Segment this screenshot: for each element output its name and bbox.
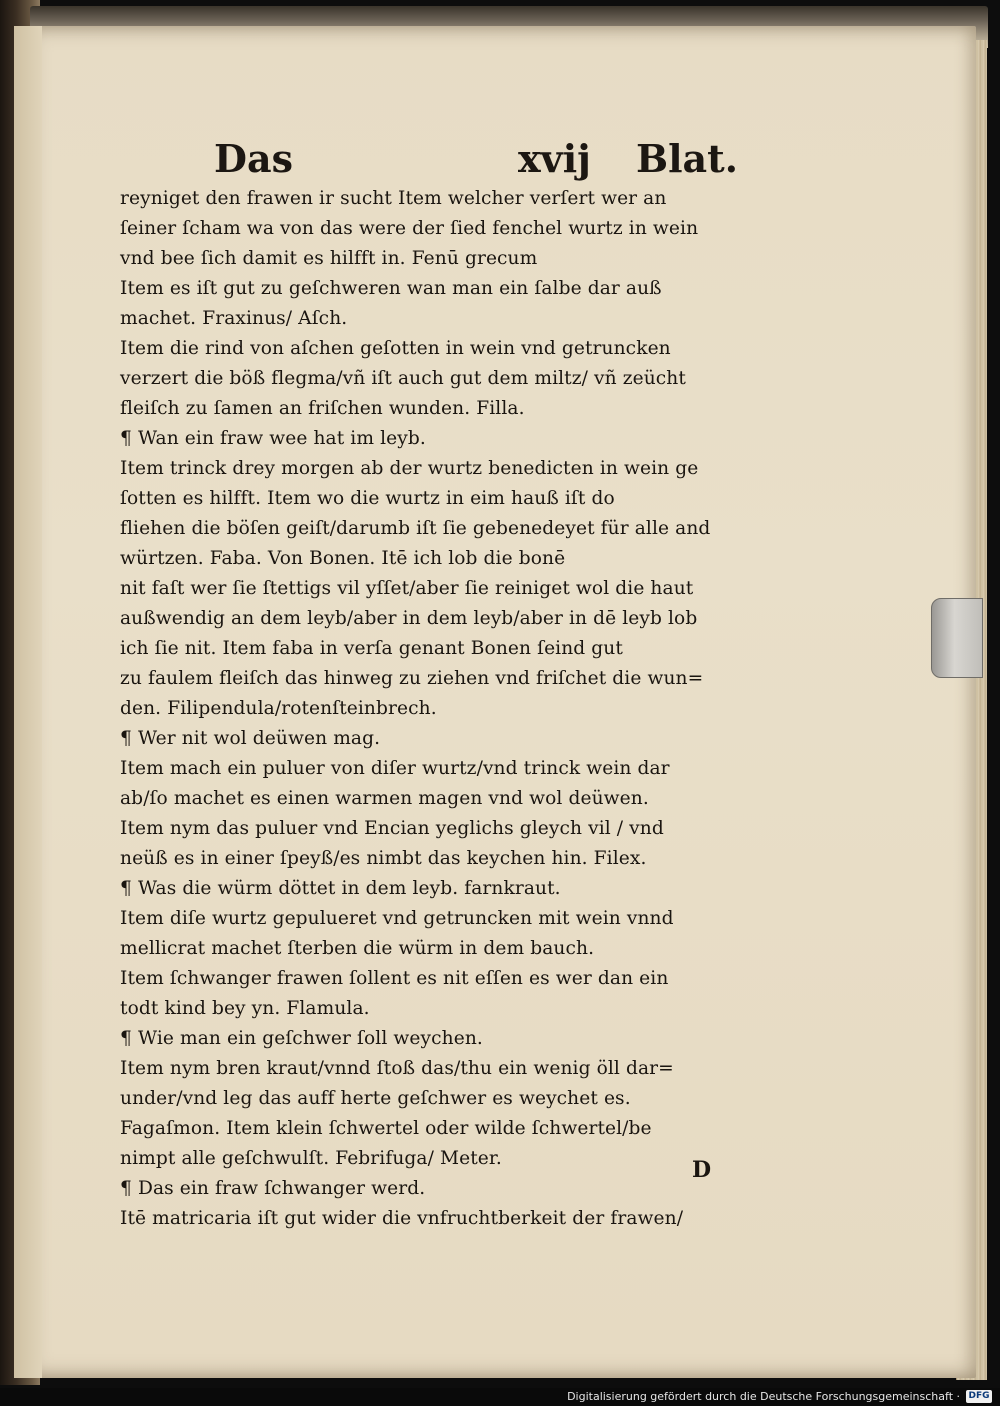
running-head-left: Das [214, 136, 293, 181]
text-line: mellicrat machet ſterben die würm in dem bauch. [120, 938, 595, 959]
text-line: Item diſe wurtz gepulueret vnd getruncken mit wein vnnd [120, 908, 674, 929]
text-line: Item ſchwanger frawen ſollent es nit eſſen es wer dan ein [120, 968, 669, 989]
text-line: neüß es in einer ſpeyß/es nimbt das keychen hin. Filex. [120, 848, 647, 869]
signature-mark: D [692, 1157, 712, 1183]
text-line: ab/ſo machet es einen warmen magen vnd wol deüwen. [120, 788, 649, 809]
text-line: machet. Fraxinus/ Aſch. [120, 308, 348, 329]
funding-credit: Digitalisierung gefördert durch die Deutsche Forschungsgemeinschaft · [567, 1390, 960, 1403]
text-line: Item nym bren kraut/vnnd ſtoß das/thu ein wenig öll dar= [120, 1058, 674, 1079]
text-line: todt kind bey yn. Flamula. [120, 998, 370, 1019]
section-heading: ¶ Wie man ein geſchwer ſoll weychen. [120, 1028, 483, 1049]
page-clip [931, 598, 983, 678]
text-line: fliehen die böſen geiſt/darumb iſt ſie gebenedeyet für alle and [120, 518, 711, 539]
text-line: Item mach ein puluer von diſer wurtz/vnd trinck wein dar [120, 758, 670, 779]
text-line: außwendig an dem leyb/aber in dem leyb/aber in dē leyb lob [120, 608, 698, 629]
text-line: nimpt alle geſchwulſt. Febrifuga/ Meter. [120, 1148, 502, 1169]
text-line: ſeiner ſcham wa von das were der ſied fenchel wurtz in wein [120, 218, 699, 239]
text-line: Item es iſt gut zu geſchweren wan man ein ſalbe dar auß [120, 278, 662, 299]
text-line: vnd bee ſich damit es hilfft in. Fenū grecum [120, 248, 538, 269]
text-line: zu faulem fleiſch das hinweg zu ziehen vnd friſchet die wun= [120, 668, 704, 689]
page-gutter [14, 26, 42, 1378]
text-line: Item trinck drey morgen ab der wurtz benedicten in wein ge [120, 458, 699, 479]
text-line: ſotten es hilfft. Item wo die wurtz in eim hauß iſt do [120, 488, 615, 509]
text-line: den. Filipendula/rotenſteinbrech. [120, 698, 437, 719]
text-line: verzert die böß flegma/vñ iſt auch gut dem miltz/ vñ zeücht [120, 368, 686, 389]
text-line: fleiſch zu ſamen an friſchen wunden. Filla. [120, 398, 525, 419]
section-heading: ¶ Was die würm döttet in dem leyb. farnkraut. [120, 878, 561, 899]
text-line: Itē matricaria iſt gut wider die vnfruchtberkeit der frawen/ [120, 1208, 684, 1229]
text-line: under/vnd leg das auff herte geſchwer es weychet es. [120, 1088, 631, 1109]
section-heading: ¶ Wan ein fraw wee hat im leyb. [120, 428, 426, 449]
dfg-logo: DFG [966, 1390, 992, 1403]
text-line: Item die rind von aſchen geſotten in wein vnd getruncken [120, 338, 671, 359]
folio-number: xvij [518, 136, 591, 181]
page-body-text [120, 184, 770, 1234]
text-line: reyniget den frawen ir sucht Item welcher verſert wer an [120, 188, 667, 209]
text-line: Fagaſmon. Item klein ſchwertel oder wilde ſchwertel/be [120, 1118, 652, 1139]
text-line: nit faſt wer ſie ſtettigs vil yſſet/aber ſie reiniget wol die haut [120, 578, 694, 599]
section-heading: ¶ Wer nit wol deüwen mag. [120, 728, 381, 749]
text-line: würtzen. Faba. Von Bonen. Itē ich lob die bonē [120, 548, 566, 569]
running-head-right: Blat. [636, 136, 738, 181]
text-line: Item nym das puluer vnd Encian yeglichs gleych vil / vnd [120, 818, 664, 839]
text-line: ich ſie nit. Item faba in verſa genant Bonen ſeind gut [120, 638, 623, 659]
section-heading: ¶ Das ein fraw ſchwanger werd. [120, 1178, 426, 1199]
